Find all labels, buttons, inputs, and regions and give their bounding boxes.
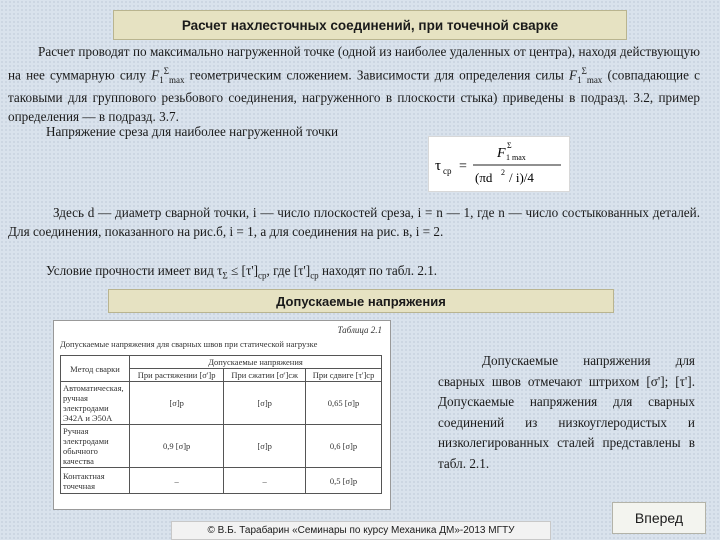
formula-den-rest: / i)/4 xyxy=(509,170,534,185)
formula-den-pow: 2 xyxy=(501,168,505,177)
shear-stress-label: Напряжение среза для наиболее нагруженной точки xyxy=(46,124,339,139)
copyright-footer: © В.Б. Тарабарин «Семинары по курсу Механика ДМ»-2013 МГТУ xyxy=(171,521,551,540)
allowable-stress-description: Допускаемые напряжения для сварных швов отмечают штрихом [σ']; [τ']. Допускаемые напряжения для сварных соединений из низкоуглеродистых и низколегированных сталей представлены в табл. 2.1. xyxy=(438,353,695,471)
formula-eq: = xyxy=(459,159,467,174)
col-compression: При сжатии [σ']сж xyxy=(224,369,306,382)
formula-num-sup: Σ xyxy=(507,141,512,150)
table-row: Контактная точечная – – 0,5 [σ]р xyxy=(61,468,382,494)
table-heading: Допускаемые напряжения для сварных швов при статической нагрузке xyxy=(60,339,318,349)
notation-paragraph: Здесь d — диаметр сварной точки, i — число плоскостей среза, i = n — 1, где n — число состыкованных деталей. Для соединения, показанного на рис.б, i = 1, а для соединения на рис. в, i = 2. xyxy=(8,205,700,239)
section-title: Допускаемые напряжения xyxy=(108,289,614,313)
next-button[interactable]: Вперед xyxy=(612,502,706,534)
allowable-stress-table xyxy=(53,320,391,510)
table-caption: Таблица 2.1 xyxy=(337,325,382,335)
table-row: Автоматическая, ручная электродами Э42А и Э50А [σ]р [σ]р 0,65 [σ]р xyxy=(61,382,382,425)
table-row: Ручная электродами обычного качества 0,9 [σ]р [σ]р 0,6 [σ]р xyxy=(61,425,382,468)
strength-condition: Условие прочности имеет вид $\tau_\Sigma \le [\tau']_{ср}$, где $[\tau']_{ср}$ находят по табл. 2.1. xyxy=(46,263,438,281)
col-tension: При растяжении [σ']р xyxy=(130,369,224,382)
shear-stress-formula xyxy=(428,136,570,192)
slide-title: Расчет нахлесточных соединений, при точечной сварке xyxy=(113,10,627,40)
formula-den: (πd xyxy=(475,170,493,185)
formula-lhs-sub: ср xyxy=(443,166,452,176)
intro-paragraph: Расчет проводят по максимально нагруженной точке (одной из наиболее удаленных от центра), находя действующую на нее суммарную силу $F_1^\Sigma_{max}$ геометрическим сложением. Зависимости для определения силы $F_1^\Sigma_{max}$ (совпадающие с таковыми для группового резьбового соединения, нагруженного в плоскости стыка) приведены в подразд. 3.2, пример определения — в подразд. 3.7. xyxy=(8,44,700,124)
table-grid xyxy=(60,355,382,494)
formula-num-sub: 1 max xyxy=(506,153,526,162)
formula-lhs: τ xyxy=(435,158,442,174)
col-group: Допускаемые напряжения xyxy=(130,356,382,369)
formula-num: F xyxy=(497,146,506,161)
col-shear: При сдвиге [τ']ср xyxy=(306,369,382,382)
col-method: Метод сварки xyxy=(61,356,130,382)
